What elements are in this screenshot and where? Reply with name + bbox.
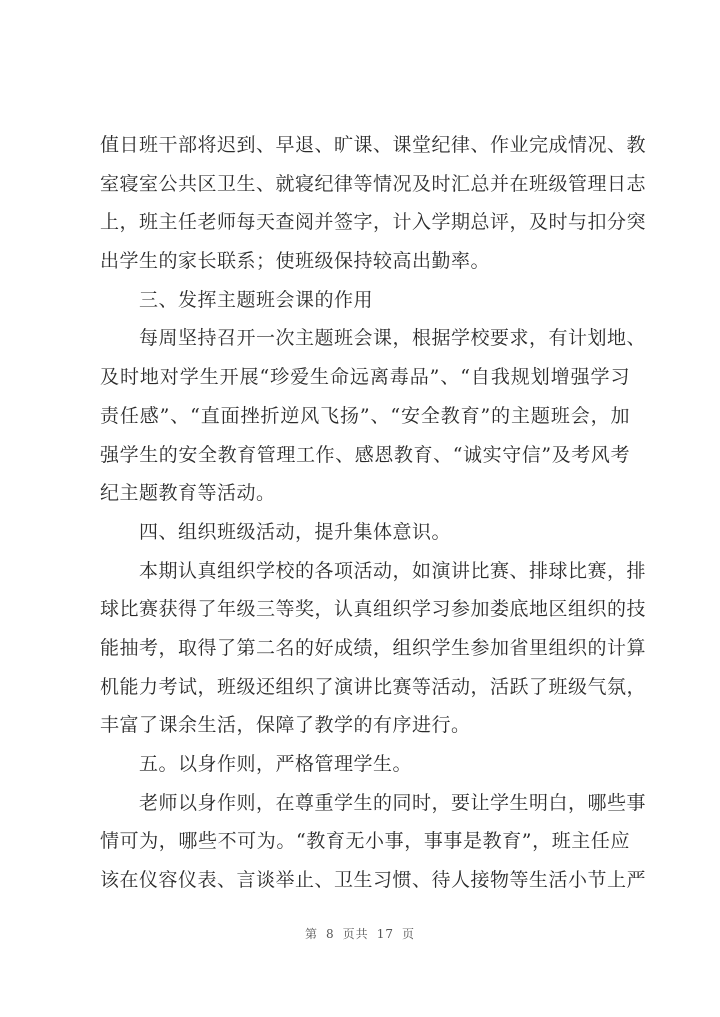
text-line: 上，班主任老师每天查阅并签字，计入学期总评，及时与扣分突 xyxy=(100,211,647,234)
footer-middle: 页共 xyxy=(342,927,369,941)
text-line: 该在仪容仪表、言谈举止、卫生习惯、待人接物等生活小节上严 xyxy=(100,869,647,892)
text-line: 室寝室公共区卫生、就寝纪律等情况及时汇总并在班级管理日志 xyxy=(100,172,647,195)
text-line: 机能力考试，班级还组织了演讲比赛等活动，活跃了班级气氛， xyxy=(100,675,647,698)
section-heading: 四、组织班级活动，提升集体意识。 xyxy=(100,520,452,543)
footer-page-number: 8 xyxy=(326,927,335,941)
footer-total-pages: 17 xyxy=(376,927,394,941)
footer-prefix: 第 xyxy=(305,927,319,941)
text-line: 情可为，哪些不可为。“教育无小事，事事是教育”，班主任应 xyxy=(100,830,630,853)
body-text xyxy=(100,126,647,900)
section-heading: 三、发挥主题班会课的作用 xyxy=(100,288,374,311)
text-line: 老师以身作则，在尊重学生的同时，要让学生明白，哪些事 xyxy=(100,791,647,814)
section-heading: 五。以身作则，严格管理学生。 xyxy=(100,753,413,775)
text-line: 每周坚持召开一次主题班会课，根据学校要求，有计划地、 xyxy=(100,327,647,350)
page-footer xyxy=(0,925,720,942)
footer-suffix: 页 xyxy=(401,927,415,941)
text-line: 值日班干部将迟到、早退、旷课、课堂纪律、作业完成情况、教 xyxy=(100,134,647,156)
text-line: 纪主题教育等活动。 xyxy=(100,482,276,505)
text-line: 球比赛获得了年级三等奖，认真组织学习参加娄底地区组织的技 xyxy=(100,598,647,621)
text-line: 本期认真组织学校的各项活动，如演讲比赛、排球比赛，排 xyxy=(100,559,647,582)
text-line: 及时地对学生开展“珍爱生命远离毒品”、“自我规划增强学习 xyxy=(100,366,630,389)
text-line: 丰富了课余生活，保障了教学的有序进行。 xyxy=(100,714,471,737)
text-line: 能抽考，取得了第二名的好成绩，组织学生参加省里组织的计算 xyxy=(100,636,647,659)
text-line: 出学生的家长联系；使班级保持较高出勤率。 xyxy=(100,250,491,273)
text-line: 强学生的安全教育管理工作、感恩教育、“诚实守信”及考风考 xyxy=(100,443,630,466)
text-line: 责任感”、“直面挫折逆风飞扬”、“安全教育”的主题班会，加 xyxy=(100,404,630,427)
